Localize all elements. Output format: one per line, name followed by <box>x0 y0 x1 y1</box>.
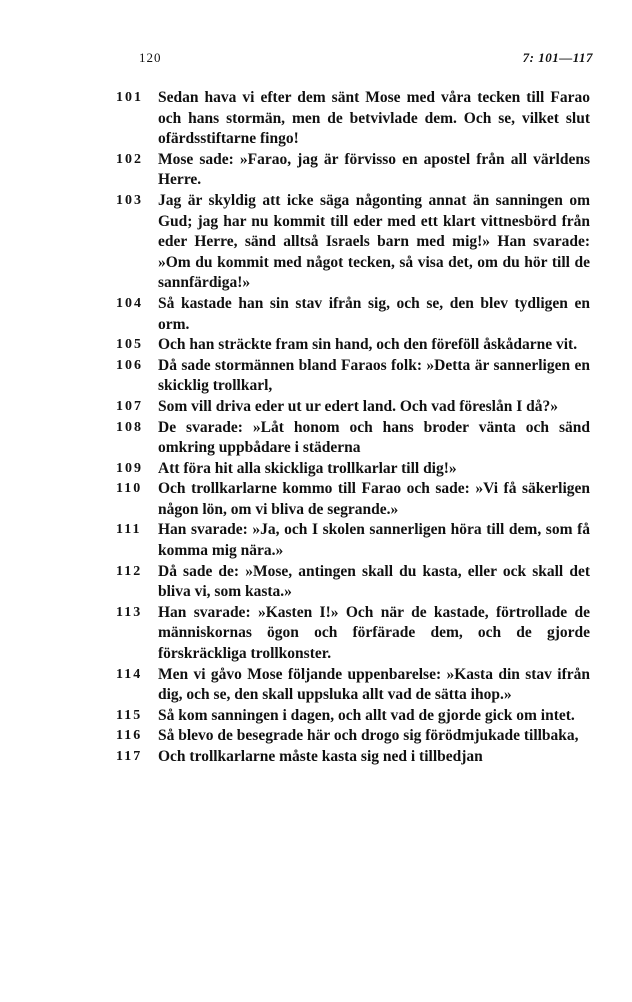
verse-number: 110 <box>116 481 143 497</box>
verse <box>116 459 590 480</box>
verse-text: De svarade: »Låt honom och hans broder vänta och sänd omkring uppbådare i städerna <box>158 418 590 457</box>
verse-text: Sedan hava vi efter dem sänt Mose med våra tecken till Farao och hans stormän, men de betvivlade dem. Och se, vilket slut ofärdsstiftarne fingo! <box>158 89 590 148</box>
verse-number: 108 <box>116 419 143 435</box>
verse <box>116 706 590 727</box>
verse <box>116 150 590 191</box>
verse-number: 113 <box>116 604 143 620</box>
verse-number: 117 <box>116 749 143 764</box>
verse-text: Han svarade: »Ja, och I skolen sannerligen höra till dem, som få komma mig nära.» <box>158 521 590 560</box>
verse <box>116 479 590 520</box>
verse-number: 112 <box>116 563 143 579</box>
verse-text: Han svarade: »Kasten I!» Och när de kastade, förtrollade de människornas ögon och förfärade dem, och de gjorde förskräckliga trollkonster. <box>158 603 590 663</box>
verse <box>116 418 590 459</box>
verse-number: 107 <box>116 398 143 414</box>
verse-text: Så blevo de besegrade här och drogo sig förödmjukade tillbaka, <box>158 727 579 745</box>
verse <box>116 520 590 561</box>
verse-number: 111 <box>116 522 142 538</box>
verse-text: Så kastade han sin stav ifrån sig, och se, den blev tydligen en orm. <box>158 294 590 333</box>
verse-number: 114 <box>116 666 143 682</box>
verse <box>116 603 590 665</box>
verse <box>116 335 590 356</box>
verse-number: 104 <box>116 295 143 311</box>
verse <box>116 294 590 335</box>
verse-text: Och han sträckte fram sin hand, och den föreföll åskådarne vit. <box>158 336 578 354</box>
verse-range-header: 7: 101—117 <box>522 50 593 65</box>
verse-text: Då sade de: »Mose, antingen skall du kasta, eller ock skall det bliva vi, som kasta.» <box>158 562 590 601</box>
verse-number: 102 <box>116 151 143 167</box>
verse-text: Så kom sanningen i dagen, och allt vad de gjorde gick om intet. <box>158 706 575 724</box>
verse-text: Men vi gåvo Mose följande uppenbarelse: »Kasta din stav ifrån dig, och se, den skall uppsluka allt vad de sätta ihop.» <box>158 665 590 704</box>
verse <box>116 191 590 294</box>
verse-text: Som vill driva eder ut ur edert land. Och vad föreslån I då?» <box>158 397 559 415</box>
verse-number: 103 <box>116 192 143 208</box>
verse-text: Och trollkarlarne kommo till Farao och sade: »Vi få säkerligen någon lön, om vi bliva de segrande.» <box>158 480 590 518</box>
verse <box>116 747 590 768</box>
verse-number: 109 <box>116 460 143 476</box>
verse-text: Mose sade: »Farao, jag är förvisso en apostel från all världens Herre. <box>158 150 590 189</box>
verse <box>116 356 590 397</box>
verse <box>116 88 590 150</box>
verse <box>116 397 590 418</box>
page-number: 120 <box>139 50 162 65</box>
verse-number: 115 <box>116 707 143 723</box>
verse-number: 116 <box>116 728 143 744</box>
verse-number: 106 <box>116 357 143 373</box>
verse <box>116 562 590 603</box>
verse <box>116 665 590 706</box>
verse-text: Jag är skyldig att icke säga någonting annat än sanningen om Gud; jag har nu kommit till eder med ett klart vittnesbörd från eder Herre, sänd alltså Israels barn med mig!» Han svarade: »Om du kommit med något tecken, så visa det, om du hör till de sannfärdiga!» <box>158 191 590 292</box>
verse <box>116 726 590 747</box>
verse-list <box>116 88 590 768</box>
verse-text: Då sade stormännen bland Faraos folk: »Detta är sannerligen en skicklig trollkarl, <box>158 356 590 395</box>
verse-number: 105 <box>116 337 143 353</box>
verse-text: Och trollkarlarne måste kasta sig ned i tillbedjan <box>158 748 483 765</box>
verse-text: Att föra hit alla skickliga trollkarlar till dig!» <box>158 459 457 477</box>
verse-number: 101 <box>116 90 143 105</box>
